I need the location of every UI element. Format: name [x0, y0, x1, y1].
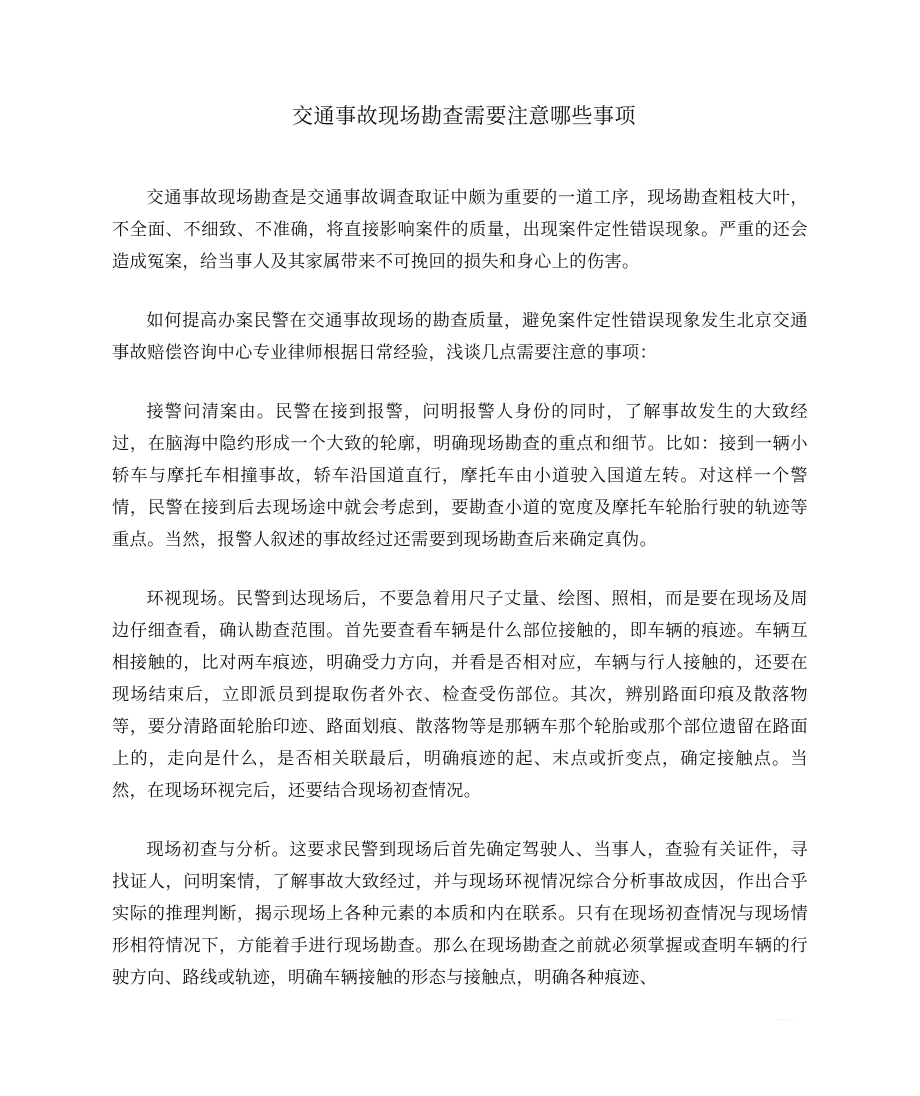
paragraph-survey-scene: 环视现场。民警到达现场后，不要急着用尺子丈量、绘图、照相，而是要在现场及周边仔细查看，确认勘查范围。首先要查看车辆是什么部位接触的，即车辆的痕迹。车辆互相接触的，比对两车痕迹，明确受力方向，并看是否相对应，车辆与行人接触的，还要在现场结束后，立即派员到提取伤者外衣、检查受伤部位。其次，辨别路面印痕及散落物等，要分清路面轮胎印迹、路面划痕、散落物等是那辆车那个轮胎或那个部位遗留在路面上的，走向是什么，是否相关联最后，明确痕迹的起、末点或折变点，确定接触点。当然，在现场环视完后，还要结合现场初查情况。: [112, 589, 808, 801]
document-title: 交通事故现场勘查需要注意哪些事项: [292, 104, 636, 128]
page-footer-mark: ......: [776, 1014, 796, 1022]
paragraph-intro: 交通事故现场勘查是交通事故调查取证中颇为重要的一道工序，现场勘查粗枝大叶，不全面、不细致、不准确，将直接影响案件的质量，出现案件定性错误现象。严重的还会造成冤案，给当事人及其家属带来不可挽回的损失和身心上的伤害。: [112, 188, 808, 272]
paragraph-initial-analysis: 现场初查与分析。这要求民警到现场后首先确定驾驶人、当事人，查验有关证件，寻找证人，问明案情，了解事故大致经过，并与现场环视情况综合分析事故成因，作出合乎实际的推理判断，揭示现场上各种元素的本质和内在联系。只有在现场初查情况与现场情形相符情况下，方能着手进行现场勘查。那么在现场勘查之前就必须掌握或查明车辆的行驶方向、路线或轨迹，明确车辆接触的形态与接触点，明确各种痕迹、: [112, 840, 808, 988]
document-page: [112, 100, 808, 1021]
paragraph-purpose: 如何提高办案民警在交通事故现场的勘查质量，避免案件定性错误现象发生北京交通事故赔偿咨询中心专业律师根据日常经验，浅谈几点需要注意的事项：: [112, 311, 808, 363]
paragraph-receive-alarm: 接警问清案由。民警在接到报警，问明报警人身份的同时，了解事故发生的大致经过，在脑海中隐约形成一个大致的轮廓，明确现场勘查的重点和细节。比如：接到一辆小轿车与摩托车相撞事故，轿车沿国道直行，摩托车由小道驶入国道左转。对这样一个警情，民警在接到后去现场途中就会考虑到，要勘查小道的宽度及摩托车轮胎行驶的轨迹等重点。当然，报警人叙述的事故经过还需要到现场勘查后来确定真伪。: [112, 402, 808, 550]
document-body: [112, 182, 808, 994]
